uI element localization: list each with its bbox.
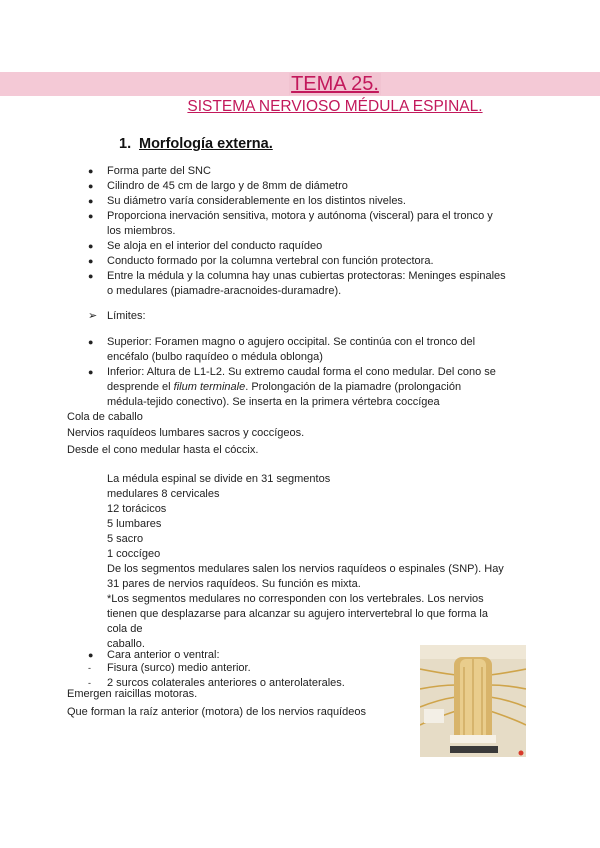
segmentos-line: 31 pares de nervios raquídeos. Su función es mixta. [107, 578, 361, 590]
segmentos-line: La médula espinal se divide en 31 segmentos [107, 473, 331, 485]
segmentos-line: 5 sacro [107, 533, 144, 545]
cola-line-2: Nervios raquídeos lumbares sacros y coccígeos. [67, 427, 305, 439]
bullet-icon: ● [88, 211, 94, 221]
spinal-cord-diagram [420, 645, 526, 757]
cola-line-1: Cola de caballo [67, 411, 143, 423]
morfologia-list [88, 164, 508, 299]
section-number: 1. [119, 136, 132, 152]
dash-icon: - [88, 663, 91, 673]
list-item: ● Inferior: Altura de L1-L2. Su extremo caudal forma el cono medular. Del cono se desprende el filum terminale. Prolongación de la piamadre (prolongación médula-tejido conectivo). Se inserta en la primera vértebra coccígea [88, 366, 496, 408]
bullet-icon: ● [88, 650, 94, 660]
cara-line-1: Emergen raicillas motoras. [67, 688, 198, 700]
list-item: ● Se aloja en el interior del conducto raquídeo [88, 240, 323, 252]
segmentos-line: De los segmentos medulares salen los nervios raquídeos o espinales (SNP). Hay [107, 563, 504, 575]
bullet-icon: ● [88, 241, 94, 251]
limites-list [88, 335, 496, 410]
bullet-icon: ● [88, 181, 94, 191]
segmentos-line: medulares 8 cervicales [107, 488, 220, 500]
bullet-icon: ● [88, 271, 94, 281]
bullet-icon: ● [88, 196, 94, 206]
cara-line-2: Que forman la raíz anterior (motora) de los nervios raquídeos [67, 706, 366, 718]
spinal-cord-illustration [420, 645, 526, 757]
limites-label: Límites: [107, 310, 146, 322]
bullet-icon: ● [88, 367, 94, 377]
segmentos-line: 1 coccígeo [107, 548, 161, 560]
page-subtitle: SISTEMA NERVIOSO MÉDULA ESPINAL. [187, 98, 483, 115]
list-item: ● Cara anterior o ventral: [88, 649, 220, 661]
list-item: ● Forma parte del SNC [88, 165, 211, 177]
segmentos-line: 5 lumbares [107, 518, 162, 530]
list-item: ● Entre la médula y la columna hay unas cubiertas protectoras: Meninges espinales o medulares (piamadre-aracnoides-duramadre). [88, 270, 506, 297]
segmentos-block [107, 472, 517, 652]
segmentos-line: 12 torácicos [107, 503, 167, 515]
bullet-icon: ● [88, 166, 94, 176]
list-item: ● Proporciona inervación sensitiva, motora y autónoma (visceral) para el tronco y los miembros. [88, 210, 493, 237]
cola-line-3: Desde el cono medular hasta el cóccix. [67, 444, 259, 456]
section-title: Morfología externa. [139, 136, 273, 152]
list-item: ● Superior: Foramen magno o agujero occipital. Se continúa con el tronco del encéfalo (bulbo raquídeo o médula oblonga) [88, 336, 476, 363]
dash-icon: - [88, 678, 91, 688]
segmentos-line: caballo. [107, 638, 145, 650]
filum-terminale: filum terminale [173, 381, 246, 393]
bullet-icon: ● [88, 256, 94, 266]
list-item: ● Conducto formado por la columna vertebral con función protectora. [88, 255, 434, 267]
arrow-right-icon: ➢ [88, 310, 98, 322]
segmentos-line: *Los segmentos medulares no corresponden con los vertebrales. Los nervios [107, 593, 484, 605]
list-item: ● Cilindro de 45 cm de largo y de 8mm de diámetro [88, 180, 348, 192]
list-item: ● Su diámetro varía considerablemente en los distintos niveles. [88, 195, 406, 207]
bullet-icon: ● [88, 337, 94, 347]
segmentos-line: cola de [107, 623, 143, 635]
page-title: TEMA 25. [0, 72, 600, 96]
segmentos-line: tienen que desplazarse para alcanzar su agujero intervertebral lo que forma la [107, 608, 488, 620]
list-item: - Fisura (surco) medio anterior. [88, 662, 251, 674]
list-item: - 2 surcos colaterales anteriores o anterolaterales. [88, 677, 345, 689]
